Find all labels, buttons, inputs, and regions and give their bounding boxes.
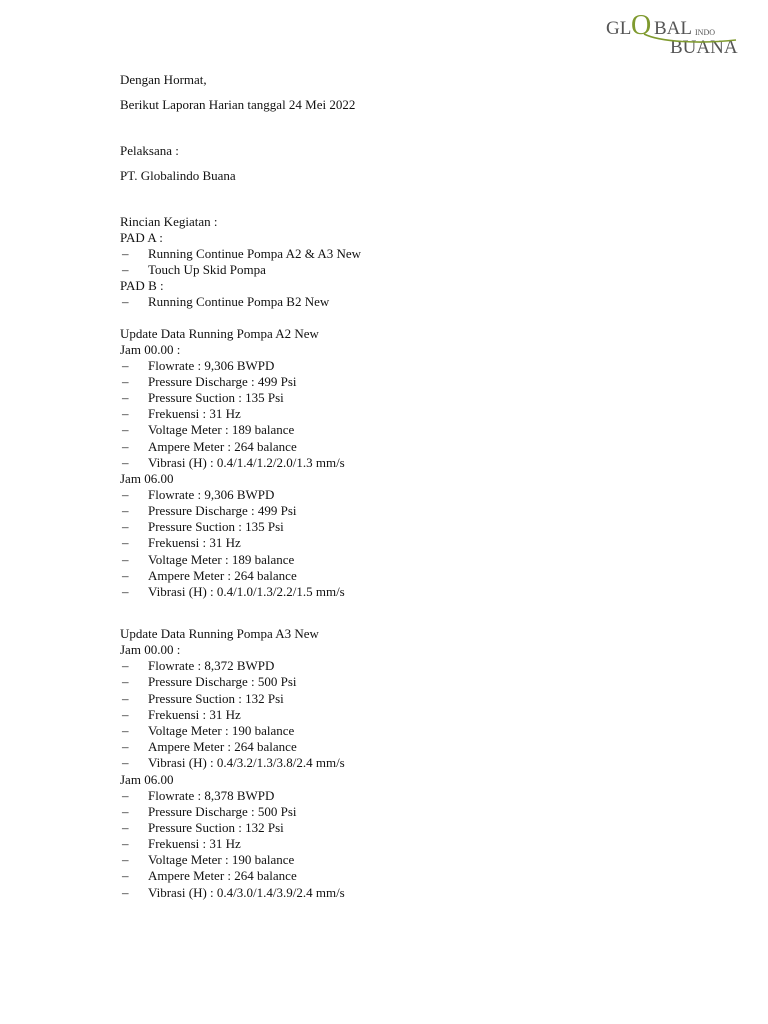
bullet-dash: – (122, 755, 129, 771)
activity-text: Running Continue Pompa A2 & A3 New (148, 246, 362, 261)
reading-text: Flowrate : 9,306 BWPD (148, 486, 275, 502)
bullet-dash: – (122, 246, 129, 261)
list-item (120, 455, 680, 471)
list-item (120, 723, 680, 739)
list-item (120, 374, 680, 390)
reading-text: Voltage Meter : 190 balance (148, 722, 295, 738)
pad-activity-list (120, 246, 680, 278)
reading-text: Pressure Suction : 132 Psi (148, 690, 284, 706)
list-item (120, 739, 680, 755)
list-item (120, 788, 680, 804)
bullet-dash: – (122, 406, 129, 422)
bullet-dash: – (122, 836, 129, 852)
list-item (120, 390, 680, 406)
bullet-dash: – (122, 519, 129, 535)
reading-text: Voltage Meter : 190 balance (148, 852, 295, 868)
company-logo (604, 4, 754, 60)
reading-text: Vibrasi (H) : 0.4/1.4/1.2/2.0/1.3 mm/s (148, 454, 345, 470)
bullet-dash: – (122, 690, 129, 706)
list-item (120, 868, 680, 884)
reading-text: Ampere Meter : 264 balance (148, 739, 297, 755)
bullet-dash: – (122, 658, 129, 674)
executor-label: Pelaksana : (120, 143, 179, 158)
bullet-dash: – (122, 438, 129, 454)
logo-word-top-small: INDO (695, 28, 715, 37)
pump-update-title: Update Data Running Pompa A2 New (120, 325, 319, 341)
bullet-dash: – (122, 584, 129, 599)
bullet-dash: – (122, 262, 129, 278)
reading-list (120, 358, 680, 471)
activity-text: Running Continue Pompa B2 New (148, 294, 330, 310)
reading-time: Jam 06.00 (120, 771, 174, 787)
bullet-dash: – (122, 567, 129, 583)
list-item (120, 422, 680, 438)
reading-text: Pressure Suction : 135 Psi (148, 519, 284, 535)
reading-text: Voltage Meter : 189 balance (148, 422, 295, 438)
reading-text: Flowrate : 9,306 BWPD (148, 357, 275, 373)
executor-name: PT. Globalindo Buana (120, 168, 236, 183)
list-item (120, 503, 680, 519)
intro-text: Berikut Laporan Harian tanggal 24 Mei 2022 (120, 97, 356, 112)
logo-word-top-prefix: GL (606, 18, 632, 39)
bullet-dash: – (122, 454, 129, 470)
list-item (120, 707, 680, 723)
bullet-dash: – (122, 722, 129, 738)
list-item (120, 246, 680, 262)
reading-text: Frekuensi : 31 Hz (148, 706, 241, 722)
bullet-dash: – (122, 868, 129, 884)
activity-text: Touch Up Skid Pompa (148, 262, 266, 278)
bullet-dash: – (122, 373, 129, 389)
reading-list (120, 487, 680, 600)
list-item (120, 755, 680, 771)
reading-text: Frekuensi : 31 Hz (148, 406, 241, 422)
list-item (120, 804, 680, 820)
activities-label: Rincian Kegiatan : (120, 214, 218, 229)
reading-text: Pressure Discharge : 500 Psi (148, 674, 297, 690)
logo-word-bottom: BUANA (670, 37, 738, 58)
reading-text: Vibrasi (H) : 0.4/1.0/1.3/2.2/1.5 mm/s (148, 584, 345, 599)
bullet-dash: – (122, 357, 129, 373)
reading-text: Frekuensi : 31 Hz (148, 535, 241, 551)
reading-text: Ampere Meter : 264 balance (148, 868, 297, 884)
list-item (120, 836, 680, 852)
bullet-dash: – (122, 422, 129, 438)
logo-word-top-o: O (631, 10, 652, 41)
reading-text: Pressure Suction : 132 Psi (148, 819, 284, 835)
greeting: Dengan Hormat, (120, 72, 207, 87)
pad-label: PAD B : (120, 278, 164, 294)
reading-text: Pressure Discharge : 499 Psi (148, 373, 297, 389)
reading-text: Pressure Suction : 135 Psi (148, 389, 284, 405)
logo-word-top-suffix: BAL (654, 18, 692, 39)
list-item (120, 852, 680, 868)
list-item (120, 487, 680, 503)
bullet-dash: – (122, 884, 129, 900)
reading-text: Vibrasi (H) : 0.4/3.2/1.3/3.8/2.4 mm/s (148, 755, 345, 771)
reading-list (120, 658, 680, 771)
letter-body (120, 72, 680, 901)
reading-text: Flowrate : 8,372 BWPD (148, 658, 275, 674)
reading-list (120, 788, 680, 901)
list-item (120, 535, 680, 551)
list-item (120, 439, 680, 455)
bullet-dash: – (122, 294, 129, 310)
globalindo-buana-logo-icon (604, 4, 754, 60)
pump-updates (120, 326, 680, 901)
reading-time: Jam 06.00 (120, 470, 174, 486)
list-item (120, 552, 680, 568)
list-item (120, 294, 680, 310)
list-item (120, 584, 680, 600)
bullet-dash: – (122, 803, 129, 819)
bullet-dash: – (122, 551, 129, 567)
bullet-dash: – (122, 787, 129, 803)
reading-text: Flowrate : 8,378 BWPD (148, 787, 275, 803)
bullet-dash: – (122, 503, 129, 519)
list-item (120, 885, 680, 901)
list-item (120, 262, 680, 278)
reading-text: Ampere Meter : 264 balance (148, 567, 297, 583)
bullet-dash: – (122, 819, 129, 835)
bullet-dash: – (122, 486, 129, 502)
bullet-dash: – (122, 389, 129, 405)
list-item (120, 406, 680, 422)
pump-update-title: Update Data Running Pompa A3 New (120, 626, 319, 642)
list-item (120, 820, 680, 836)
bullet-dash: – (122, 739, 129, 755)
list-item (120, 658, 680, 674)
reading-text: Vibrasi (H) : 0.4/3.0/1.4/3.9/2.4 mm/s (148, 884, 345, 900)
list-item (120, 691, 680, 707)
reading-time: Jam 00.00 : (120, 642, 181, 658)
reading-time: Jam 00.00 : (120, 341, 181, 357)
bullet-dash: – (122, 535, 129, 551)
reading-text: Pressure Discharge : 499 Psi (148, 503, 297, 519)
reading-text: Pressure Discharge : 500 Psi (148, 803, 297, 819)
reading-text: Voltage Meter : 189 balance (148, 551, 295, 567)
list-item (120, 519, 680, 535)
bullet-dash: – (122, 706, 129, 722)
reading-text: Frekuensi : 31 Hz (148, 836, 241, 852)
bullet-dash: – (122, 674, 129, 690)
pad-label: PAD A : (120, 230, 163, 245)
list-item (120, 568, 680, 584)
list-item (120, 358, 680, 374)
reading-text: Ampere Meter : 264 balance (148, 438, 297, 454)
pad-activity-list (120, 294, 680, 310)
list-item (120, 674, 680, 690)
bullet-dash: – (122, 852, 129, 868)
